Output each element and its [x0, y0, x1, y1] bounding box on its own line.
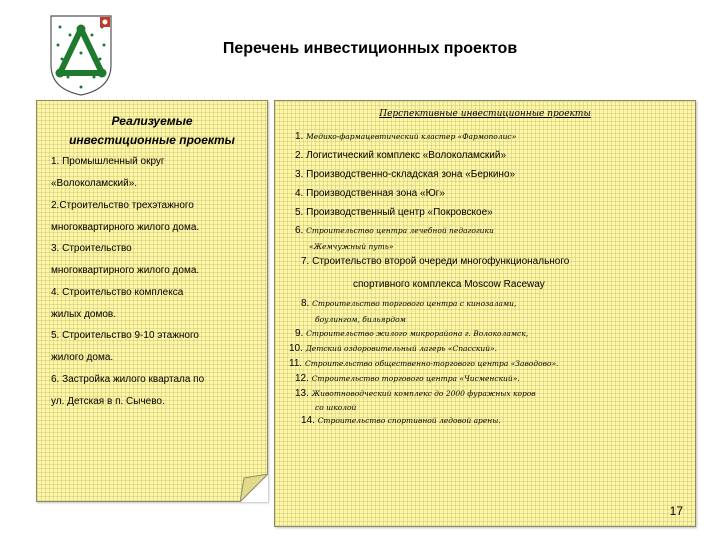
right-item-number: 9. [295, 328, 304, 339]
right-item-number: 10. [289, 343, 303, 354]
right-item-text: Строительство общественно-торгового центра «Заводово». [304, 359, 559, 368]
right-item-7-line2: спортивного комплекса Moscow Raceway [353, 279, 545, 290]
right-item-text: Медико-фармацевтический кластер «Фармополис» [306, 132, 517, 141]
right-item-10 [289, 343, 497, 354]
right-item-text: Детский оздоровительный лагерь «Спасский». [305, 344, 498, 353]
page-curl-icon [240, 474, 268, 502]
right-item-11 [289, 358, 558, 369]
left-item-4-line1: 4. Строительство комплекса [51, 287, 184, 298]
right-item-text: Производственно-складская зона «Беркино» [306, 169, 516, 180]
right-heading: Перспективные инвестиционные проекты [379, 109, 591, 119]
right-item-number: 6. [295, 225, 304, 236]
left-item-2-line1: 2.Строительство трехэтажного [51, 200, 194, 211]
right-item-text: Строительство второй очереди многофункционального [312, 256, 570, 267]
right-item-7 [301, 256, 569, 267]
right-item-number: 1. [295, 131, 304, 142]
page-number: 17 [669, 504, 683, 518]
left-item-4-line2: жилых домов. [51, 309, 116, 320]
page-title: Перечень инвестиционных проектов [222, 40, 518, 57]
right-item-5 [295, 207, 493, 218]
right-item-number: 2. [295, 150, 304, 161]
left-note-panel [36, 100, 268, 502]
right-item-number: 8. [301, 298, 310, 309]
right-item-text: Строительство торгового центра «Чисменский». [311, 374, 520, 383]
left-item-1-line2: «Волоколамский». [51, 178, 138, 189]
right-item-8-line2: боулингом, бильярдом [315, 315, 406, 324]
left-item-6-line2: ул. Детская в п. Сычево. [51, 396, 165, 407]
left-item-3-line2: многоквартирного жилого дома. [51, 265, 200, 276]
right-item-text: Логистический комплекс «Волоколамский» [306, 150, 507, 161]
right-item-number: 14. [301, 415, 315, 426]
right-item-text: Строительство спортивной ледовой арены. [317, 416, 501, 425]
right-item-text: Производственный центр «Покровское» [306, 207, 493, 218]
left-heading-line2: инвестиционные проекты [69, 133, 235, 147]
right-item-8 [301, 298, 516, 309]
right-item-number: 13. [295, 388, 309, 399]
right-item-text: Животноводческий комплекс до 2000 фуражных коров [311, 389, 536, 398]
right-item-number: 11. [289, 358, 303, 369]
right-item-text: Строительство жилого микрорайона г. Волоколамск, [306, 329, 529, 338]
left-item-3-line1: 3. Строительство [51, 243, 132, 254]
right-item-text: Производственная зона «Юг» [306, 188, 445, 199]
right-item-6 [295, 225, 494, 236]
right-note-panel [274, 100, 696, 527]
left-item-1-line1: 1. Промышленный округ [51, 156, 165, 167]
coat-of-arms-icon [48, 13, 114, 97]
right-item-number: 4. [295, 188, 304, 199]
right-item-12 [295, 373, 520, 384]
right-item-number: 7. [301, 256, 310, 267]
right-item-number: 5. [295, 207, 304, 218]
right-item-1 [295, 131, 516, 142]
right-item-text: Строительство торгового центра с кинозалами, [312, 299, 517, 308]
right-item-text: Строительство центра лечебной педагогики [306, 226, 494, 235]
right-item-14 [301, 415, 501, 426]
right-item-2 [295, 150, 506, 161]
right-item-3 [295, 169, 515, 180]
left-item-5-line1: 5. Строительство 9-10 этажного [51, 330, 199, 341]
right-item-4 [295, 188, 445, 199]
right-item-6-line2: «Жемчужный путь» [309, 242, 394, 251]
left-item-2-line2: многоквартирного жилого дома. [51, 222, 200, 233]
left-heading-line1: Реализуемые [111, 114, 193, 128]
right-item-number: 3. [295, 169, 304, 180]
right-item-number: 12. [295, 373, 309, 384]
left-item-6-line1: 6. Застройка жилого квартала по [51, 374, 205, 385]
right-item-13 [295, 388, 536, 399]
left-item-5-line2: жилого дома. [51, 352, 114, 363]
right-item-13-line2: со школой [315, 403, 357, 412]
right-item-9 [295, 328, 528, 339]
coat-of-arms [48, 13, 114, 97]
